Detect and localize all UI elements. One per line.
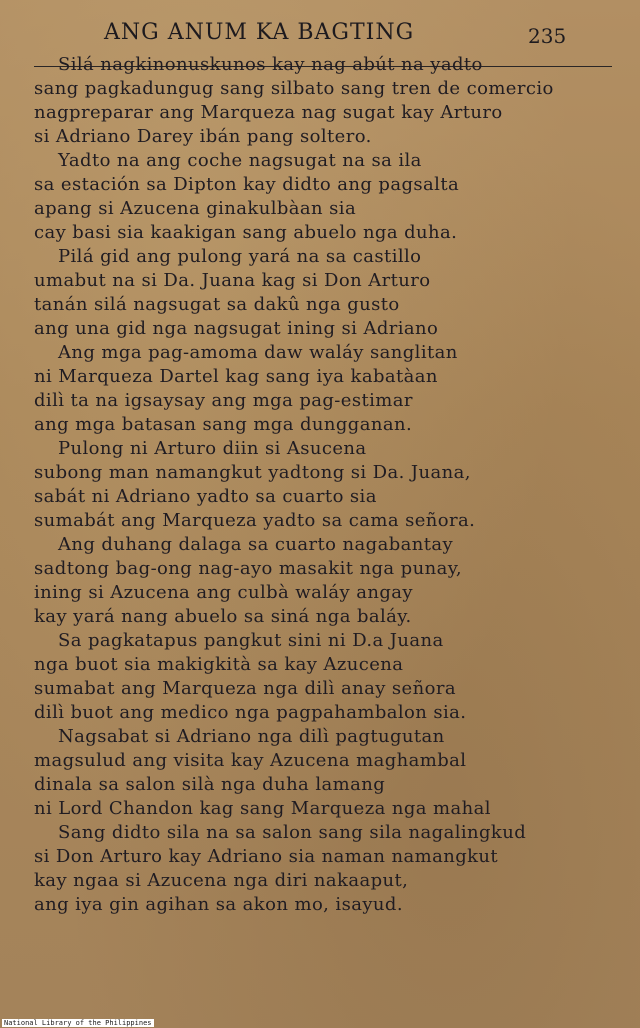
text-line: dinala sa salon silà nga duha lamang bbox=[34, 774, 386, 795]
text-line: sabát ni Adriano yadto sa cuarto sia bbox=[34, 486, 377, 507]
text-line: sadtong bag-ong nag-ayo masakit nga punay, bbox=[34, 558, 463, 579]
text-line: dilì buot ang medico nga pagpahambalon sia. bbox=[34, 702, 467, 723]
text-line: sumabat ang Marqueza nga dilì anay señora bbox=[34, 678, 456, 699]
text-line: ang una gid nga nagsugat ining si Adriano bbox=[34, 318, 439, 339]
text-line: Ang duhang dalaga sa cuarto nagabantay bbox=[58, 534, 454, 555]
text-line: sumabát ang Marqueza yadto sa cama señora. bbox=[34, 510, 476, 531]
source-credit: National Library of the Philippines bbox=[4, 1019, 152, 1027]
text-line: sa estación sa Dipton kay didto ang pagsalta bbox=[34, 174, 460, 195]
running-title: ANG ANUM KA BAGTING bbox=[104, 20, 415, 45]
text-line: subong man namangkut yadtong si Da. Juana, bbox=[34, 462, 471, 483]
text-line: apang si Azucena ginakulbàan sia bbox=[34, 198, 357, 219]
text-line: Pilá gid ang pulong yará na sa castillo bbox=[58, 246, 422, 267]
text-line: sang pagkadungug sang silbato sang tren de comercio bbox=[34, 78, 554, 99]
text-line: cay basi sia kaakigan sang abuelo nga duha. bbox=[34, 222, 458, 243]
text-line: Nagsabat si Adriano nga dilì pagtugutan bbox=[58, 726, 445, 747]
text-line: kay yará nang abuelo sa siná nga baláy. bbox=[34, 606, 412, 627]
page-header bbox=[0, 16, 640, 56]
text-line: Ang mga pag-amoma daw waláy sanglitan bbox=[58, 342, 458, 363]
text-line: ining si Azucena ang culbà waláy angay bbox=[34, 582, 413, 603]
text-line: si Don Arturo kay Adriano sia naman namangkut bbox=[34, 846, 499, 867]
text-line: ang iya gin agihan sa akon mo, isayud. bbox=[34, 894, 403, 915]
text-line: ni Lord Chandon kag sang Marqueza nga mahal bbox=[34, 798, 491, 819]
text-line: ni Marqueza Dartel kag sang iya kabatàan bbox=[34, 366, 438, 387]
text-line: Pulong ni Arturo diin si Asucena bbox=[58, 438, 367, 459]
text-line: Sang didto sila na sa salon sang sila nagalingkud bbox=[58, 822, 527, 843]
text-line: umabut na si Da. Juana kag si Don Arturo bbox=[34, 270, 431, 291]
text-line: si Adriano Darey ibán pang soltero. bbox=[34, 126, 372, 147]
text-line: kay ngaa si Azucena nga diri nakaaput, bbox=[34, 870, 409, 891]
text-line: dilì ta na igsaysay ang mga pag-estimar bbox=[34, 390, 413, 411]
text-line: Yadto na ang coche nagsugat na sa ila bbox=[58, 150, 422, 171]
text-line: nga buot sia makigkità sa kay Azucena bbox=[34, 654, 404, 675]
text-line: Sa pagkatapus pangkut sini ni D.a Juana bbox=[58, 630, 444, 651]
text-line: tanán silá nagsugat sa dakû nga gusto bbox=[34, 294, 400, 315]
page-number: 235 bbox=[528, 24, 567, 48]
text-line: nagpreparar ang Marqueza nag sugat kay Arturo bbox=[34, 102, 503, 123]
text-line: magsulud ang visita kay Azucena maghambal bbox=[34, 750, 467, 771]
text-line: Silá nagkinonuskunos kay nag abút na yadto bbox=[58, 54, 483, 75]
text-line: ang mga batasan sang mga dungganan. bbox=[34, 414, 413, 435]
